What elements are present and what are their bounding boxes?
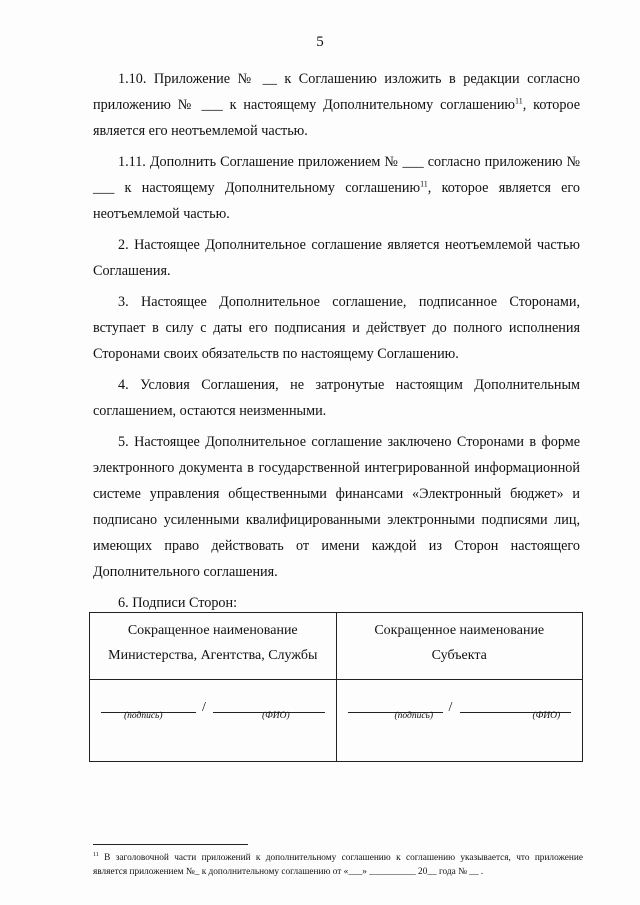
cell-divider (90, 679, 336, 680)
paragraph-text: 3. Настоящее Дополнительное соглашение, подписанное Сторонами, вступает в силу с даты его подписания и действует до полного исполнения Сторонами своих обязательств по настоящему Соглашению. (93, 294, 580, 362)
paragraph-text-tail: , которое является его неотъемлемой частью. (93, 180, 580, 222)
paragraph-1-10 (93, 66, 580, 144)
paragraph-1-11 (93, 149, 580, 227)
caption-fio: (ФИО) (532, 711, 561, 721)
paragraph-text-tail: , которое является его неотъемлемой частью. (93, 97, 581, 139)
paragraph-5 (93, 429, 580, 585)
footnote-text: В заголовочной части приложений к дополнительному соглашению к соглашению указывается, что приложение является приложением №_ к дополнительному соглашению от «___» __________ 20__ года № __ . (93, 853, 583, 877)
party-name-line1: Сокращенное наименование (127, 623, 298, 638)
paragraph-3 (93, 289, 580, 367)
page-number: 5 (316, 34, 324, 50)
footnote-ref: 11 (515, 96, 523, 106)
party-name (337, 618, 583, 675)
party-name-line1: Сокращенное наименование (374, 623, 545, 638)
caption-signature: (подпись) (124, 711, 163, 721)
caption-fio: (ФИО) (262, 711, 290, 721)
paragraph-text: 1.11. Дополнить Соглашение приложением № ___ согласно приложению № ___ к настоящему Дополнительному соглашению (93, 154, 580, 196)
paragraph-4 (93, 372, 580, 424)
paragraph-2 (93, 232, 580, 284)
signature-cell-ministry (90, 613, 337, 761)
footnote (93, 851, 583, 879)
slash-separator: / (448, 700, 453, 715)
paragraph-text: 1.10. Приложение № __ к Соглашению изложить в редакции согласно приложению № ___ к настоящему Дополнительному соглашению (93, 71, 580, 113)
caption-signature: (подпись) (394, 711, 434, 721)
party-name-line2: Министерства, Агентства, Службы (108, 648, 318, 663)
document-body (93, 66, 580, 621)
paragraph-text: 4. Условия Соглашения, не затронутые настоящим Дополнительным соглашением, остаются неизменными. (93, 377, 580, 419)
footnote-mark: 11 (93, 851, 99, 858)
party-name (90, 618, 336, 675)
paragraph-text: 5. Настоящее Дополнительное соглашение заключено Сторонами в форме электронного документа в государственной интегрированной информационной системе управления общественными финансами «Электронный бюджет» и подписано усиленными квалифицированными электронными подписями лиц, имеющих право действовать от имени каждой из Сторон настоящего Дополнительного соглашения. (93, 434, 580, 580)
footnote-ref: 11 (420, 179, 428, 189)
signature-cell-subject (337, 613, 583, 761)
cell-divider (337, 679, 583, 680)
paragraph-text: 2. Настоящее Дополнительное соглашение является неотъемлемой частью Соглашения. (93, 237, 580, 279)
slash-separator: / (202, 700, 206, 715)
footnote-rule (93, 844, 248, 845)
signature-table (89, 612, 583, 762)
party-name-line2: Субъекта (431, 648, 487, 663)
paragraph-text: 6. Подписи Сторон: (118, 595, 238, 611)
